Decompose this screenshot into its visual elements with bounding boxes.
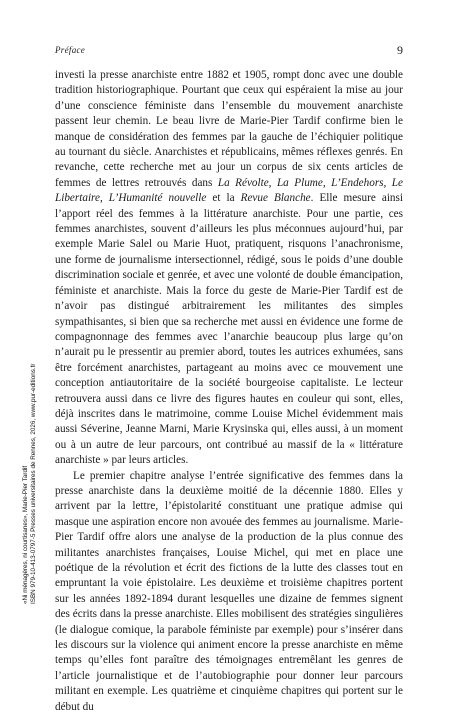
body-text [55,68,403,715]
copyright-side-note [22,363,39,604]
side-note-line-title: «Ni ménagères, ni courtisanes», Marie-Pier Tardif [22,465,29,604]
text-run: Le premier chapitre analyse l’entrée significative des femmes dans la presse anarchiste dans la deuxième moitié de la décennie 1880. Elles y arrivent par la lettre, l’épistolarité constituant une pratique admise qui masque une aspiration encore non avouée des femmes au journalisme. Marie-Pier Tardif offre alors une analyse de la production de la plus connue des militantes anarchistes françaises, Louise Michel, qui met en place une poétique de la révolution et écrit des fictions de la lutte des classes tout en empruntant la voie épistolaire. Les deuxième et troisième chapitres portent sur les années 1892-1894 durant lesquelles une dizaine de femmes signent des écrits dans la presse anarchiste. Elles mobilisent des stratégies singulières (le dialogue comique, la parabole féministe par exemple) pour s’insérer dans les discours sur la violence qui animent encore la presse anarchiste en même temps qu’elles font paraître des témoignages entremêlant les genres de l’article journalistique et de l’autobiographie pour donner leur parcours militant en exemple. Les quatrième et cinquième chapitres qui portent sur le début du [55,469,403,713]
side-note-line-isbn: ISBN 979-10-413-0797-5 Presses universitaires de Rennes, 2026, www.pur-editions.fr [30,363,38,604]
text-run: . Elle mesure ainsi l’apport réel des femmes à la littérature anarchiste. Pour une partie, ces femmes anarchistes, souvent d’ailleurs les plus méconnues aujourd’hui, par exemple Marie Salel ou Marie Huot, pratiquent, risquons l’anachronisme, une forme de journalisme intersectionnel, rédigé, sous le poids d’une double discrimination sociale et genrée, et avec une volonté de double émancipation, féministe et anarchiste. Mais la force du geste de Marie-Pier Tardif est de n’avoir pas distingué arbitrairement les militantes des simples sympathisantes, si bien que sa recherche met aussi en évidence une forme de compagnonnage des femmes avec l’anarchie beaucoup plus large qu’on n’aurait pu le pressentir au premier abord, toutes les autrices exhumées, sans être forcément anarchistes, partageant au moins avec ce mouvement une conception antiautoritaire de la société bourgeoise capitaliste. Le lecteur retrouvera aussi dans ce livre des figures hautes en couleur qui sont, elles, déjà inscrites dans le matrimoine, comme Louise Michel évidemment mais aussi Séverine, Jeanne Marni, Marie Krysinska qui, elles aussi, à un moment ou à un autre de leur parcours, ont contribué au massif de la « littérature anarchiste » par leurs articles. [55,192,403,467]
italic-title: La Révolte, La Plume, L’Endehors, Le Libertaire, L’Humanité nouvelle [55,176,403,205]
body-paragraph [55,68,403,469]
italic-title: Revue Blanche [240,192,311,205]
text-run: investi la presse anarchiste entre 1882 et 1905, rompt donc avec une double tradition historiographique. Pourtant que ceux qui espéraient la mise au jour d’une conscience féministe dans l’ensemble du mouvement anarchiste passent leur chemin. Le beau livre de Marie-Pier Tardif confirme bien le manque de considération des femmes par la gauche de l’échiquier politique au tournant du siècle. Anarchistes et républicains, mêmes réflexes genrés. En revanche, cette recherche met au jour un corpus de six cents articles de femmes de lettres retrouvés dans [55,69,403,189]
page-number: 9 [397,43,403,57]
section-title: Préface [55,45,86,55]
text-run: et la [206,192,241,205]
body-paragraph [55,469,403,715]
running-head [55,45,403,59]
